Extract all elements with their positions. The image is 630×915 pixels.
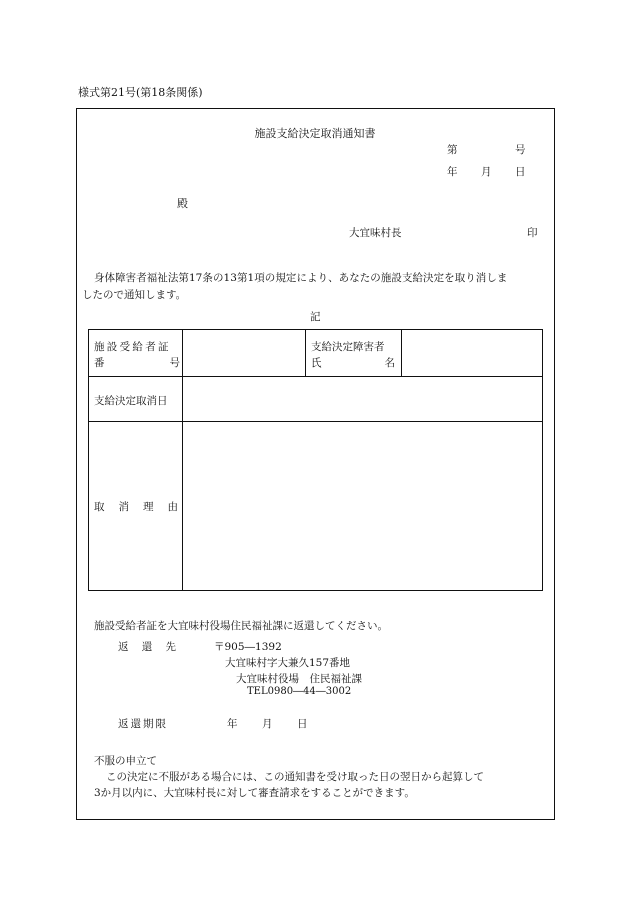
reason-char-2: 消: [118, 501, 129, 513]
deadline-label: 返還期限: [118, 718, 168, 730]
cert-number-label: 施設受給者証: [94, 341, 171, 353]
issuer-name: 大宜味村長: [349, 227, 402, 239]
reason-char-1: 取: [94, 501, 105, 513]
appeal-heading: 不服の申立て: [94, 755, 157, 767]
reason-char-4: 由: [167, 501, 178, 513]
addressee-suffix: 殿: [177, 197, 188, 210]
form-number: 様式第21号(第18条関係): [78, 86, 203, 99]
tel-line: TEL0980―44―3002: [247, 686, 352, 697]
cancel-date-label: 支給決定取消日: [94, 395, 168, 407]
person-char-2: 名: [384, 357, 395, 369]
date-day: 日: [515, 166, 526, 178]
ki-mark: 記: [310, 311, 321, 323]
column-divider: [182, 330, 183, 590]
office-line: 大宜味村役場 住民福祉課: [236, 673, 362, 685]
document-title: 施設支給決定取消通知書: [254, 127, 376, 140]
return-char-3: 先: [165, 641, 176, 653]
date-year: 年: [447, 166, 458, 178]
reason-char-3: 理: [143, 501, 154, 513]
return-char-1: 返: [118, 641, 129, 653]
row-divider: [89, 376, 542, 377]
return-char-2: 還: [141, 641, 153, 653]
body-line-1: 身体障害者福祉法第17条の13第1項の規定により、あなたの施設支給決定を取り消しま: [94, 272, 508, 284]
return-address-label: [118, 639, 176, 654]
number-prefix: 第: [447, 144, 458, 156]
person-label-2: [311, 355, 395, 370]
postal-code: 〒905―1392: [214, 641, 282, 653]
column-divider: [305, 330, 306, 376]
appeal-line-1: この決定に不服がある場合には、この通知書を受け取った日の翌日から起算して: [106, 771, 484, 783]
body-line-2: したので通知します。: [82, 289, 187, 301]
deadline-month: 月: [262, 718, 273, 730]
cert-number-char-2: 号: [169, 357, 180, 369]
column-divider: [401, 330, 402, 376]
date-month: 月: [481, 166, 492, 178]
person-char-1: 氏: [311, 357, 322, 369]
deadline-year: 年: [227, 718, 238, 730]
appeal-line-2: 3か月以内に、大宜味村長に対して審査請求をすることができます。: [94, 787, 415, 799]
deadline-day: 日: [297, 718, 308, 730]
person-label: 支給決定障害者: [311, 341, 385, 353]
cert-number-label-2: [94, 355, 180, 370]
number-suffix: 号: [515, 144, 526, 156]
row-divider: [89, 421, 542, 422]
seal-mark: 印: [527, 227, 538, 239]
address-line: 大宜味村字大兼久157番地: [225, 657, 351, 669]
cert-number-char-1: 番: [94, 357, 105, 369]
return-note: 施設受給者証を大宜味村役場住民福祉課に返還してください。: [94, 620, 388, 632]
reason-label: [94, 499, 178, 514]
